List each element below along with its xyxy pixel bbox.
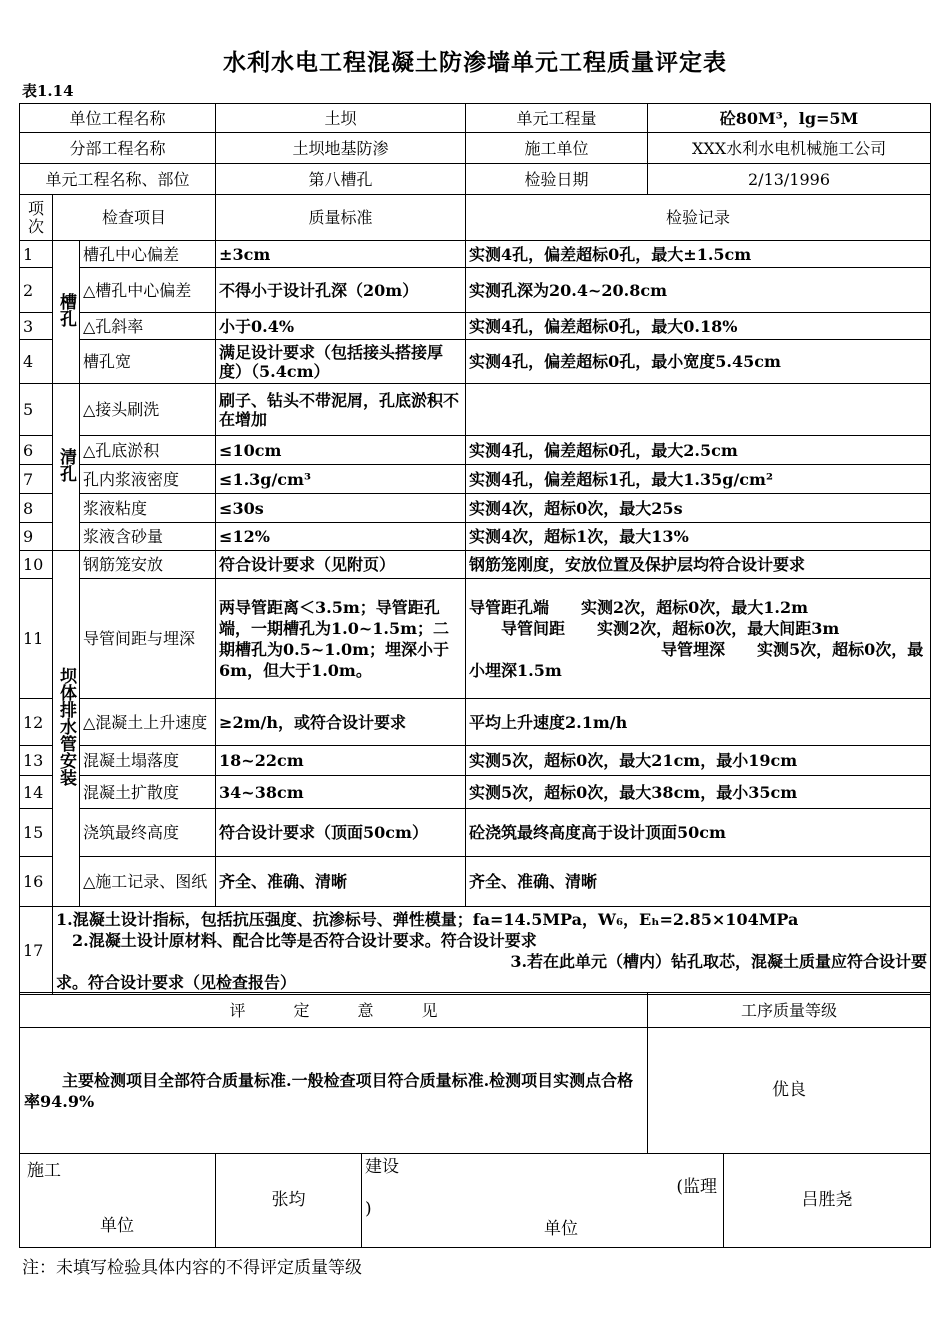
group-slot: 槽孔	[53, 241, 80, 384]
table-number: 表1.14	[22, 82, 74, 100]
row-no: 4	[20, 340, 53, 384]
row-standard: 34~38cm	[216, 776, 466, 809]
element-amount-value: 砼80M³，lg=5M	[648, 104, 931, 133]
build-unit-cell	[362, 1154, 724, 1248]
row-no: 10	[20, 551, 53, 579]
footnote: 注：未填写检验具体内容的不得评定质量等级	[22, 1258, 362, 1278]
row-no: 7	[20, 465, 53, 494]
row-record: 齐全、准确、清晰	[466, 857, 931, 907]
division-value: 土坝地基防渗	[216, 133, 466, 164]
row-no: 14	[20, 776, 53, 809]
row-standard: 不得小于设计孔深（20m）	[216, 268, 466, 313]
row-standard: ≤30s	[216, 494, 466, 523]
row-no: 11	[20, 579, 53, 699]
row-no: 5	[20, 384, 53, 436]
unit-project-value: 土坝	[216, 104, 466, 133]
opinion-text: 主要检测项目全部符合质量标准.一般检查项目符合质量标准.检测项目实测点合格率94.9%	[20, 1028, 648, 1154]
element-name-value: 第八槽孔	[216, 164, 466, 195]
row-record: 钢筋笼刚度，安放位置及保护层均符合设计要求	[466, 551, 931, 579]
row-17-line-4: 求。符合设计要求（见检查报告）	[56, 973, 297, 992]
row-17-line-1: 1.混凝土设计指标，包括抗压强度、抗渗标号、弹性模量；fa=14.5MPa，W₆，Eₕ=2.85×104MPa	[56, 910, 799, 929]
inspect-date-label: 检验日期	[466, 164, 648, 195]
row-standard: ≥2m/h，或符合设计要求	[216, 699, 466, 746]
row-record: 实测4孔，偏差超标0孔，最小宽度5.45cm	[466, 340, 931, 384]
row-item: 浆液含砂量	[80, 523, 216, 551]
construct-person: 张均	[216, 1154, 362, 1248]
group-clean: 清孔	[53, 384, 80, 551]
row-no: 12	[20, 699, 53, 746]
row-standard: 满足设计要求（包括接头搭接厚度）（5.4cm）	[216, 340, 466, 384]
construct-top: 施工	[27, 1161, 61, 1181]
row-standard: 符合设计要求（见附页）	[216, 551, 466, 579]
row-record: 实测5次，超标0次，最大38cm，最小35cm	[466, 776, 931, 809]
row-item: 槽孔宽	[80, 340, 216, 384]
build-mid: (监理	[676, 1177, 717, 1197]
opinion-label: 评 定 意 见	[20, 993, 648, 1028]
col-standard: 质量标准	[216, 195, 466, 241]
row-item: 导管间距与埋深	[80, 579, 216, 699]
row-no: 16	[20, 857, 53, 907]
row-record: 实测孔深为20.4~20.8cm	[466, 268, 931, 313]
row-record: 实测5次，超标0次，最大21cm，最小19cm	[466, 746, 931, 776]
build-paren: )	[365, 1199, 372, 1219]
row-17-line-2: 2.混凝土设计原材料、配合比等是否符合设计要求。符合设计要求	[56, 931, 537, 950]
signature-table	[19, 1153, 931, 1248]
row-item: 混凝土扩散度	[80, 776, 216, 809]
row-item: 钢筋笼安放	[80, 551, 216, 579]
grade-value: 优良	[648, 1028, 931, 1154]
group-pipe: 坝体排水管安装	[53, 551, 80, 907]
col-record: 检验记录	[466, 195, 931, 241]
build-top: 建设	[365, 1157, 399, 1177]
row-item: 孔内浆液密度	[80, 465, 216, 494]
row-17-notes	[53, 907, 931, 995]
row-no: 13	[20, 746, 53, 776]
construct-bottom: 单位	[100, 1216, 134, 1236]
inspect-date-value: 2/13/1996	[648, 164, 931, 195]
row-item: 混凝土塌落度	[80, 746, 216, 776]
row-no: 15	[20, 809, 53, 857]
build-person: 吕胜尧	[724, 1154, 931, 1248]
row-no: 3	[20, 313, 53, 340]
construct-unit-cell	[20, 1154, 216, 1248]
row-item: 槽孔中心偏差	[80, 241, 216, 268]
row-standard: 齐全、准确、清晰	[216, 857, 466, 907]
row-no: 9	[20, 523, 53, 551]
division-label: 分部工程名称	[20, 133, 216, 164]
row-no: 8	[20, 494, 53, 523]
row-item: △槽孔中心偏差	[80, 268, 216, 313]
row-17-line-3: 3.若在此单元（槽内）钻孔取芯，混凝土质量应符合设计要	[510, 952, 928, 971]
row-record: 实测4孔，偏差超标0孔，最大±1.5cm	[466, 241, 931, 268]
row-item: △孔底淤积	[80, 436, 216, 465]
row-item: 浇筑最终高度	[80, 809, 216, 857]
row-item: △孔斜率	[80, 313, 216, 340]
contractor-label: 施工单位	[466, 133, 648, 164]
row-record: 实测4孔，偏差超标0孔，最大0.18%	[466, 313, 931, 340]
row-standard: 小于0.4%	[216, 313, 466, 340]
element-name-label: 单元工程名称、部位	[20, 164, 216, 195]
row-record	[466, 384, 931, 436]
row-standard: 刷子、钻头不带泥屑，孔底淤积不在增加	[216, 384, 466, 436]
row-record: 实测4次，超标0次，最大25s	[466, 494, 931, 523]
grade-label: 工序质量等级	[648, 993, 931, 1028]
row-no: 17	[20, 907, 53, 995]
row-standard: ≤10cm	[216, 436, 466, 465]
row-standard: ≤1.3g/cm³	[216, 465, 466, 494]
build-bottom: 单位	[544, 1219, 578, 1239]
row-no: 1	[20, 241, 53, 268]
row-record: 实测4孔，偏差超标0孔，最大2.5cm	[466, 436, 931, 465]
col-item-no: 项次	[20, 195, 53, 241]
row-standard: ≤12%	[216, 523, 466, 551]
row-item: △接头刷洗	[80, 384, 216, 436]
row-no: 2	[20, 268, 53, 313]
page-title: 水利水电工程混凝土防渗墙单元工程质量评定表	[223, 49, 727, 76]
row-item: △混凝土上升速度	[80, 699, 216, 746]
inspection-table	[19, 103, 931, 995]
row-standard: 符合设计要求（顶面50cm）	[216, 809, 466, 857]
col-check-item: 检查项目	[53, 195, 216, 241]
row-record: 砼浇筑最终高度高于设计顶面50cm	[466, 809, 931, 857]
row-record: 实测4次，超标1次，最大13%	[466, 523, 931, 551]
row-item: △施工记录、图纸	[80, 857, 216, 907]
row-record: 导管距孔端 实测2次，超标0次，最大1.2m 导管间距 实测2次，超标0次，最大间距3m 导管埋深 实测5次，超标0次，最小埋深1.5m	[466, 579, 931, 699]
contractor-value: XXX水利水电机械施工公司	[648, 133, 931, 164]
row-item: 浆液粘度	[80, 494, 216, 523]
row-standard: 18~22cm	[216, 746, 466, 776]
element-amount-label: 单元工程量	[466, 104, 648, 133]
row-standard: 两导管距离＜3.5m；导管距孔端，一期槽孔为1.0~1.5m；二期槽孔为0.5~1.0m；埋深小于6m，但大于1.0m。	[216, 579, 466, 699]
row-no: 6	[20, 436, 53, 465]
unit-project-label: 单位工程名称	[20, 104, 216, 133]
evaluation-table	[19, 992, 931, 1154]
row-standard: ±3cm	[216, 241, 466, 268]
row-record: 实测4孔，偏差超标1孔，最大1.35g/cm²	[466, 465, 931, 494]
row-record: 平均上升速度2.1m/h	[466, 699, 931, 746]
